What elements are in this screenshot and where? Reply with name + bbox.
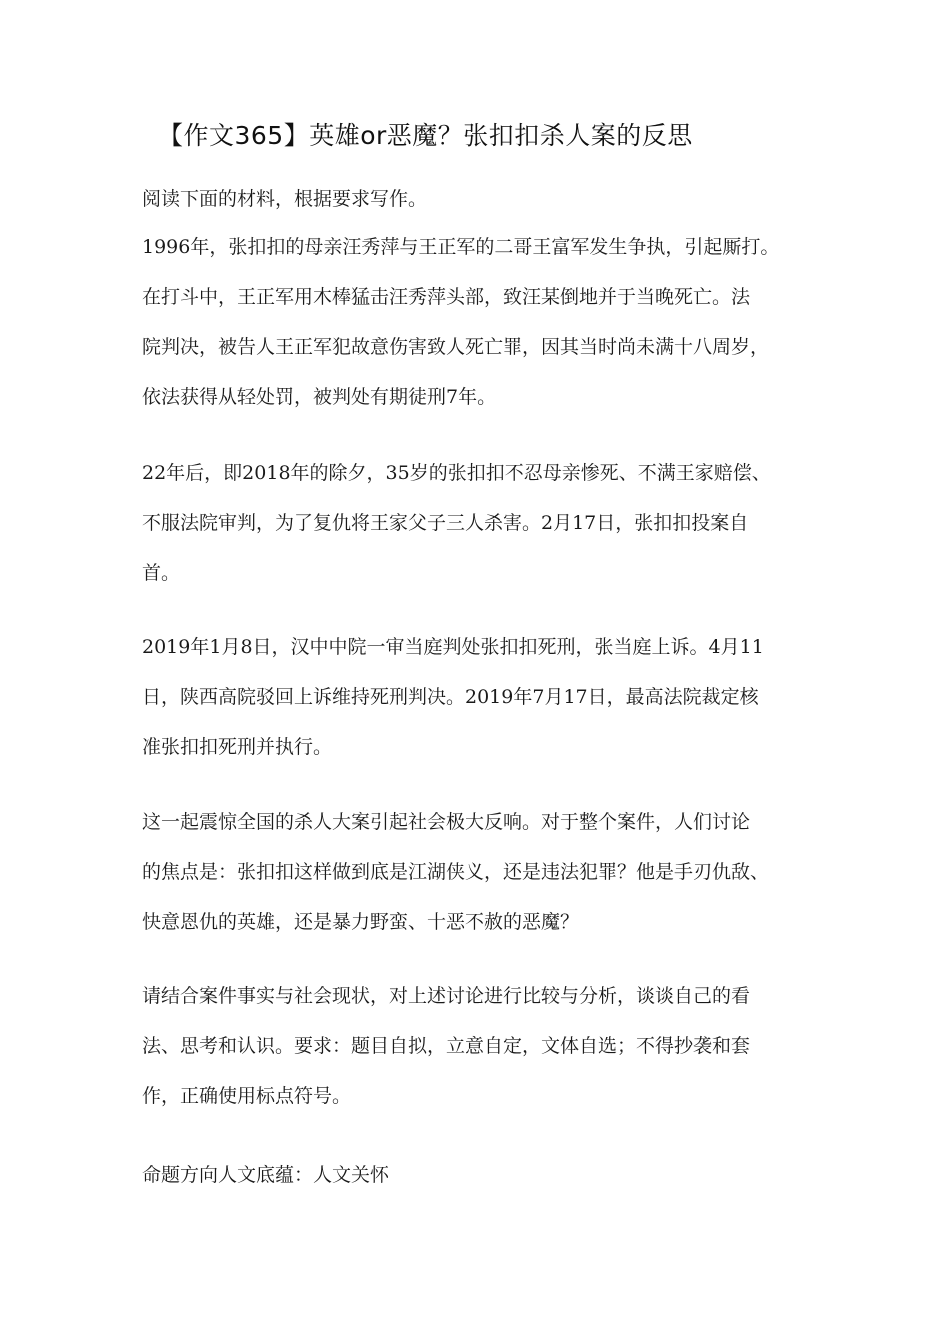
- text-line: 法、思考和认识。要求：题目自拟，立意自定，文体自选；不得抄袭和套: [142, 1035, 751, 1057]
- text-line: 命题方向人文底蕴：人文关怀: [142, 1164, 390, 1186]
- paragraph-4: [142, 797, 832, 947]
- text-line: 2019年1月8日，汉中中院一审当庭判处张扣扣死刑，张当庭上诉。4月11: [142, 636, 764, 658]
- text-line: 快意恩仇的英雄，还是暴力野蛮、十恶不赦的恶魔？: [142, 911, 580, 933]
- intro-paragraph: [142, 174, 832, 224]
- text-line: 在打斗中，王正军用木棒猛击汪秀萍头部，致汪某倒地并于当晚死亡。法: [142, 286, 751, 308]
- text-line: 1996年，张扣扣的母亲汪秀萍与王正军的二哥王富军发生争执，引起厮打。: [142, 236, 780, 258]
- text-line: 院判决，被告人王正军犯故意伤害致人死亡罪，因其当时尚未满十八周岁，: [142, 336, 770, 358]
- text-line: 的焦点是：张扣扣这样做到底是江湖侠义，还是违法犯罪？他是手刃仇敌、: [142, 861, 770, 883]
- text-line: 这一起震惊全国的杀人大案引起社会极大反响。对于整个案件，人们讨论: [142, 811, 751, 833]
- paragraph-2: [142, 448, 832, 598]
- text-line: 作，正确使用标点符号。: [142, 1085, 352, 1107]
- text-line: 首。: [142, 562, 181, 584]
- text-line: 请结合案件事实与社会现状，对上述讨论进行比较与分析，谈谈自己的看: [142, 985, 751, 1007]
- paragraph-3: [142, 622, 832, 772]
- paragraph-1: [142, 222, 832, 422]
- document-title: 【作文365】英雄or恶魔？张扣扣杀人案的反思: [158, 121, 693, 150]
- text-line: 准张扣扣死刑并执行。: [142, 736, 333, 758]
- text-line: 不服法院审判，为了复仇将王家父子三人杀害。2月17日，张扣扣投案自: [142, 512, 749, 534]
- paragraph-5: [142, 971, 832, 1121]
- text-line: 依法获得从轻处罚，被判处有期徒刑7年。: [142, 386, 497, 408]
- paragraph-6: [142, 1150, 832, 1200]
- text-line: 日，陕西高院驳回上诉维持死刑判决。2019年7月17日，最高法院裁定核: [142, 686, 759, 708]
- text-line: 22年后，即2018年的除夕，35岁的张扣扣不忍母亲惨死、不满王家赔偿、: [142, 462, 771, 484]
- text-line: 阅读下面的材料，根据要求写作。: [142, 188, 428, 210]
